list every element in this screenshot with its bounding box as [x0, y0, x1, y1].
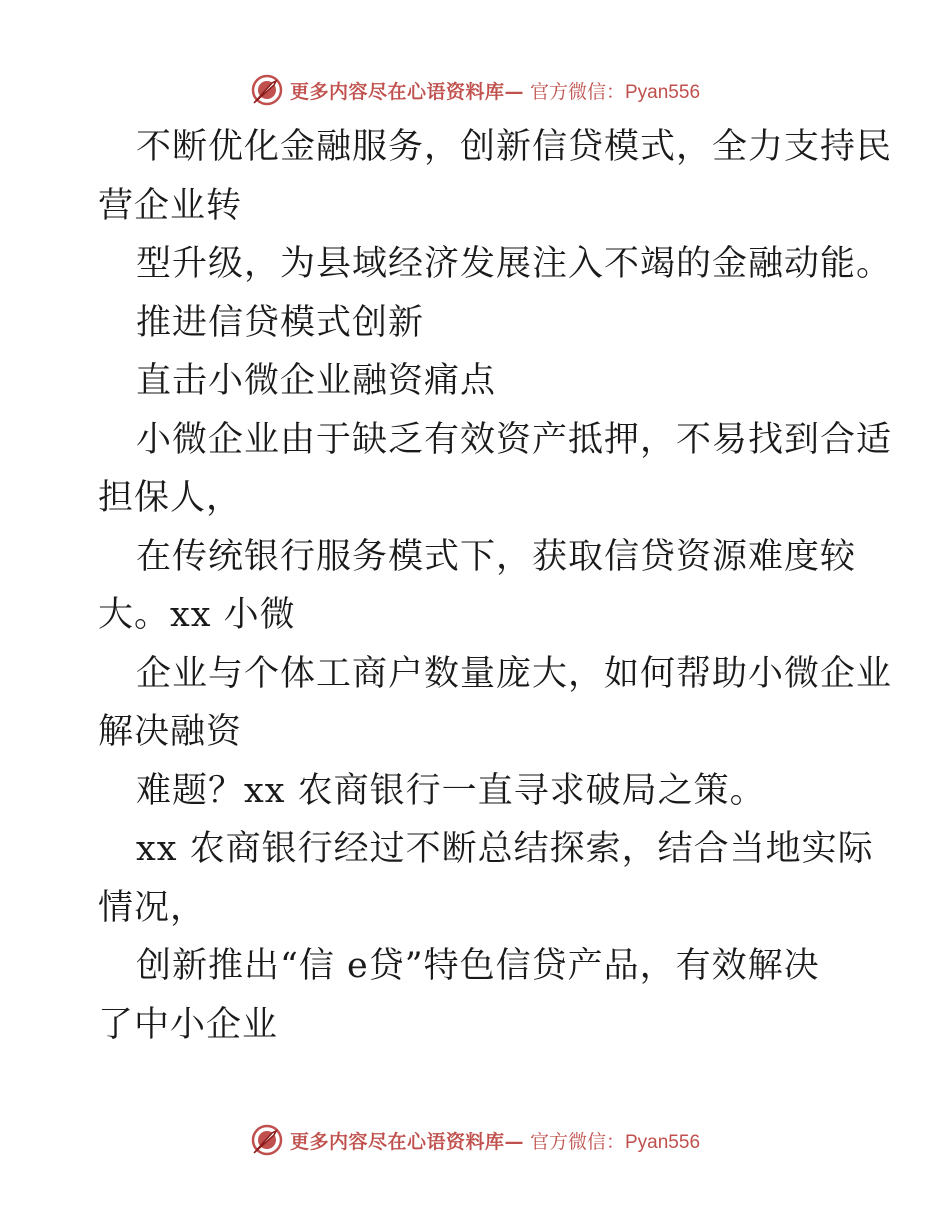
footer-banner: [0, 1120, 950, 1160]
body-text-line: 情况，: [98, 887, 207, 928]
body-text-line: 小微企业由于缺乏有效资产抵押，不易找到合适: [136, 419, 893, 460]
body-text-line: 型升级，为县域经济发展注入不竭的金融动能。: [136, 244, 893, 284]
header-banner: [0, 70, 950, 110]
body-text-line: 难题？xx 农商银行一直寻求破局之策。: [136, 770, 766, 811]
body-text-line: 担保人，: [98, 478, 243, 518]
body-text-line: xx 农商银行经过不断总结探索，结合当地实际: [136, 829, 874, 869]
banner-title: 更多内容尽在心语资料库—: [289, 1130, 524, 1153]
document-body: [98, 118, 893, 1054]
body-text-line: 企业与个体工商户数量庞大，如何帮助小微企业: [136, 653, 893, 694]
body-text-line: 创新推出“信 e贷”特色信贷产品，有效解决: [136, 946, 820, 986]
body-text-line: 直击小微企业融资痛点: [136, 361, 497, 401]
banner-contact: 官方微信：Pyan556: [530, 81, 701, 103]
quill-logo-icon: [250, 1123, 284, 1157]
banner-contact: 官方微信：Pyan556: [530, 1131, 701, 1153]
quill-logo-icon: [250, 73, 284, 107]
body-text-line: 大。xx 小微: [98, 595, 296, 635]
banner-title: 更多内容尽在心语资料库—: [289, 80, 524, 103]
body-text-line: 推进信贷模式创新: [136, 302, 425, 343]
body-text-line: 不断优化金融服务，创新信贷模式，全力支持民: [136, 127, 893, 167]
body-text-line: 在传统银行服务模式下，获取信贷资源难度较: [136, 536, 857, 577]
body-text-line: 解决融资: [98, 712, 243, 752]
body-text-line: 了中小企业: [98, 1004, 279, 1045]
body-text-line: 营企业转: [98, 185, 243, 226]
